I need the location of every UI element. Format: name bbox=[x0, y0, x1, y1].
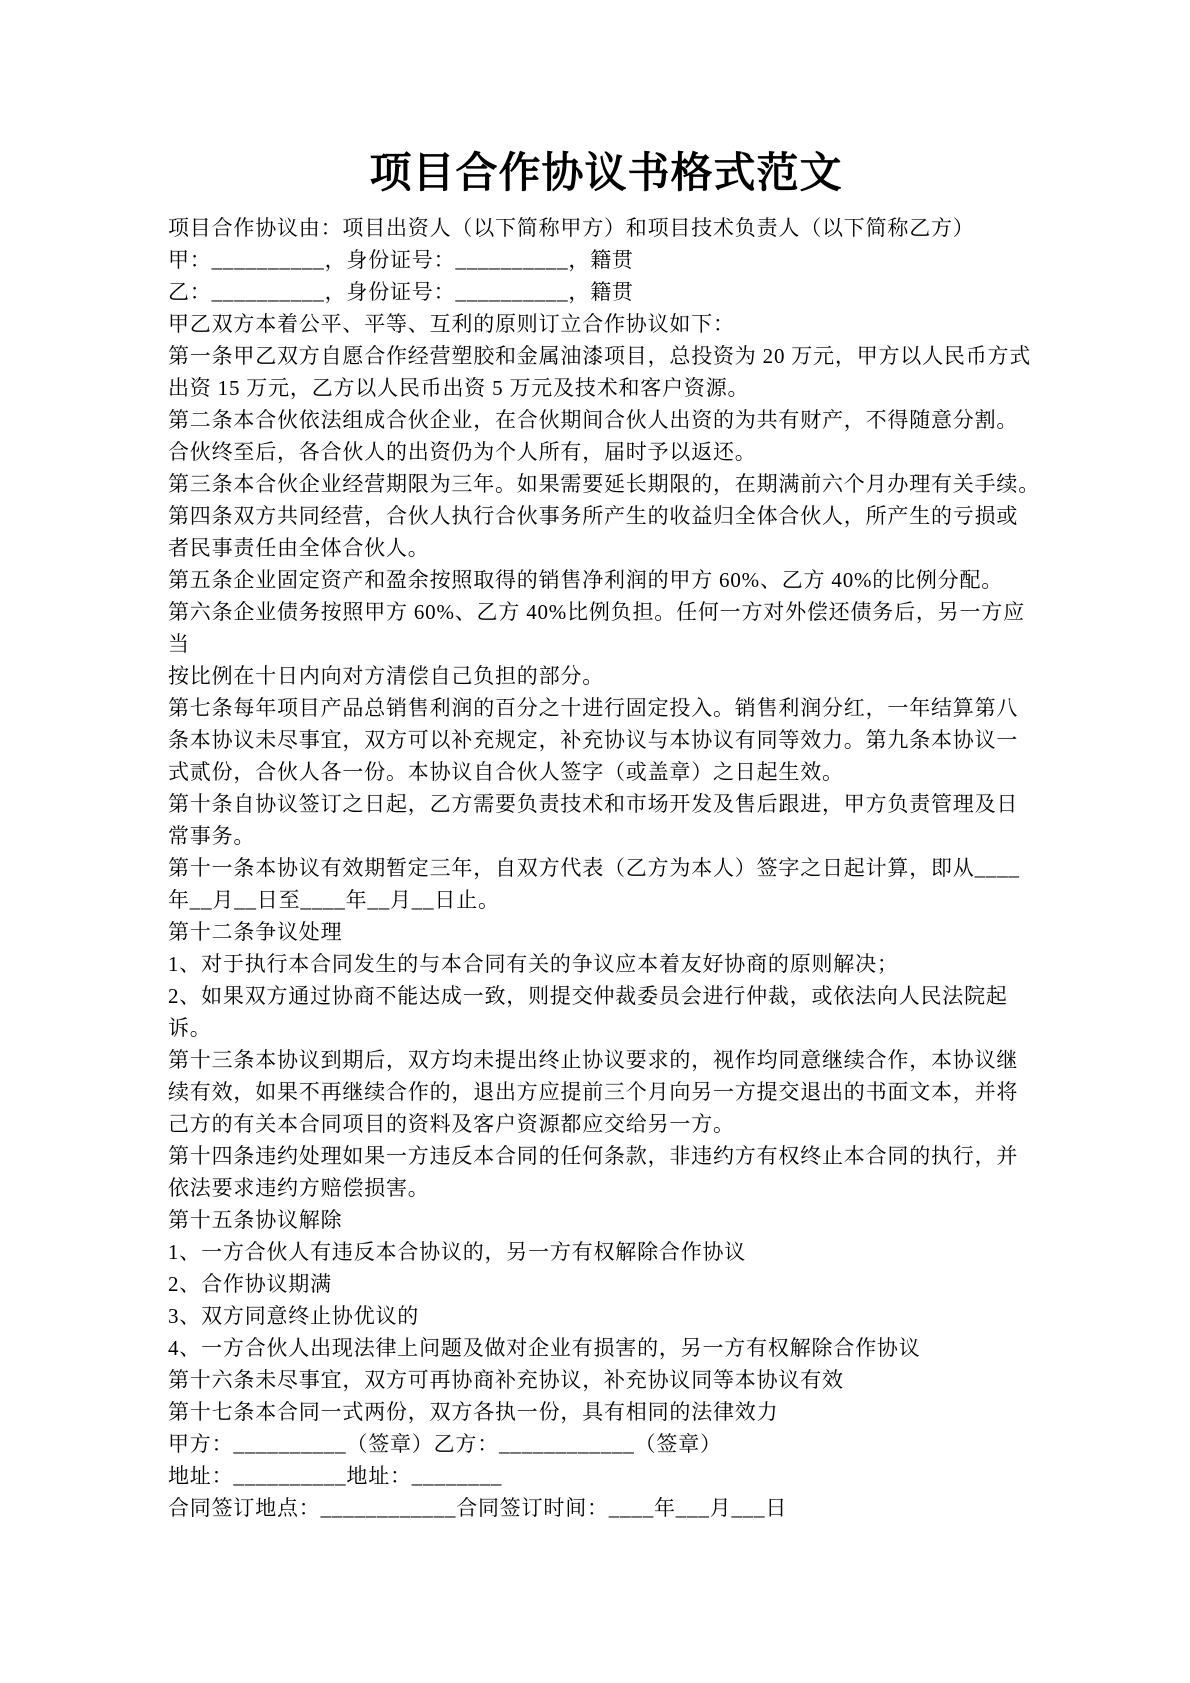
document-line: 式贰份，合伙人各一份。本协议自合伙人签字（或盖章）之日起生效。 bbox=[168, 760, 844, 784]
document-line: 乙：__________，身份证号：__________，籍贯 bbox=[168, 280, 634, 304]
document-line: 依法要求违约方赔偿损害。 bbox=[168, 1176, 430, 1200]
document-line: 年__月__日至____年__月__日止。 bbox=[168, 888, 500, 912]
document-line: 1、对于执行本合同发生的与本合同有关的争议应本着友好协商的原则解决； bbox=[168, 952, 899, 976]
document-line: 地址：__________地址：________ bbox=[168, 1464, 503, 1488]
document-content bbox=[168, 148, 1044, 1524]
document-line: 第十一条本协议有效期暂定三年，自双方代表（乙方为本人）签字之日起计算，即从____ bbox=[168, 856, 1020, 880]
document-line: 2、合作协议期满 bbox=[168, 1272, 332, 1296]
document-body bbox=[168, 212, 1044, 1524]
document-line: 第十四条违约处理如果一方违反本合同的任何条款，非违约方有权终止本合同的执行，并 bbox=[168, 1144, 1019, 1168]
document-line: 4、一方合伙人出现法律上问题及做对企业有损害的，另一方有权解除合作协议 bbox=[168, 1336, 921, 1360]
document-line: 甲乙双方本着公平、平等、互利的原则订立合作协议如下： bbox=[168, 312, 735, 336]
document-line: 第十七条本合同一式两份，双方各执一份，具有相同的法律效力 bbox=[168, 1400, 779, 1424]
document-line: 第十六条未尽事宜，双方可再协商补充协议，补充协议同等本协议有效 bbox=[168, 1368, 844, 1392]
document-line: 第十五条协议解除 bbox=[168, 1208, 343, 1232]
document-line: 第七条每年项目产品总销售利润的百分之十进行固定投入。销售利润分红，一年结算第八 bbox=[168, 696, 1019, 720]
document-line: 条本协议未尽事宜，双方可以补充规定，补充协议与本协议有同等效力。第九条本协议一 bbox=[168, 728, 1019, 752]
document-line: 第十二条争议处理 bbox=[168, 920, 343, 944]
document-line: 第三条本合伙企业经营期限为三年。如果需要延长期限的，在期满前六个月办理有关手续。 bbox=[168, 472, 1040, 496]
document-line: 第四条双方共同经营，合伙人执行合伙事务所产生的收益归全体合伙人，所产生的亏损或 bbox=[168, 504, 1019, 528]
document-line: 按比例在十日内向对方清偿自己负担的部分。 bbox=[168, 664, 604, 688]
document-title: 项目合作协议书格式范文 bbox=[369, 151, 843, 197]
document-line: 常事务。 bbox=[168, 824, 256, 848]
document-line: 2、如果双方通过协商不能达成一致，则提交仲裁委员会进行仲裁，或依法向人民法院起诉。 bbox=[168, 984, 1008, 1040]
document-line: 甲：__________，身份证号：__________，籍贯 bbox=[168, 248, 634, 272]
document-line: 第十三条本协议到期后，双方均未提出终止协议要求的，视作均同意继续合作，本协议继 bbox=[168, 1048, 1019, 1072]
document-line: 第二条本合伙依法组成合伙企业，在合伙期间合伙人出资的为共有财产，不得随意分割。 bbox=[168, 408, 1019, 432]
document-line: 己方的有关本合同项目的资料及客户资源都应交给另一方。 bbox=[168, 1112, 735, 1136]
document-line: 者民事责任由全体合伙人。 bbox=[168, 536, 430, 560]
document-line: 第五条企业固定资产和盈余按照取得的销售净利润的甲方 60%、乙方 40%的比例分配。 bbox=[168, 568, 1004, 592]
document-line: 第一条甲乙双方自愿合作经营塑胶和金属油漆项目，总投资为 20 万元，甲方以人民币方式 bbox=[168, 344, 1032, 368]
document-line: 合伙终至后，各合伙人的出资仍为个人所有，届时予以返还。 bbox=[168, 440, 757, 464]
document-line: 甲方：__________（签章）乙方：____________（签章） bbox=[168, 1432, 722, 1456]
document-line: 项目合作协议由：项目出资人（以下简称甲方）和项目技术负责人（以下简称乙方） bbox=[168, 216, 975, 240]
document-line: 3、双方同意终止协优议的 bbox=[168, 1304, 420, 1328]
document-line: 合同签订地点：____________合同签订时间：____年___月___日 bbox=[168, 1496, 788, 1520]
document-line: 1、一方合伙人有违反本合协议的，另一方有权解除合作协议 bbox=[168, 1240, 747, 1264]
document-line: 第六条企业债务按照甲方 60%、乙方 40%比例负担。任何一方对外偿还债务后，另一方应当 bbox=[168, 600, 1025, 656]
document-line: 第十条自协议签订之日起，乙方需要负责技术和市场开发及售后跟进，甲方负责管理及日 bbox=[168, 792, 1019, 816]
document-line: 出资 15 万元，乙方以人民币出资 5 万元及技术和客户资源。 bbox=[168, 376, 750, 400]
document-line: 续有效，如果不再继续合作的，退出方应提前三个月向另一方提交退出的书面文本，并将 bbox=[168, 1080, 1019, 1104]
